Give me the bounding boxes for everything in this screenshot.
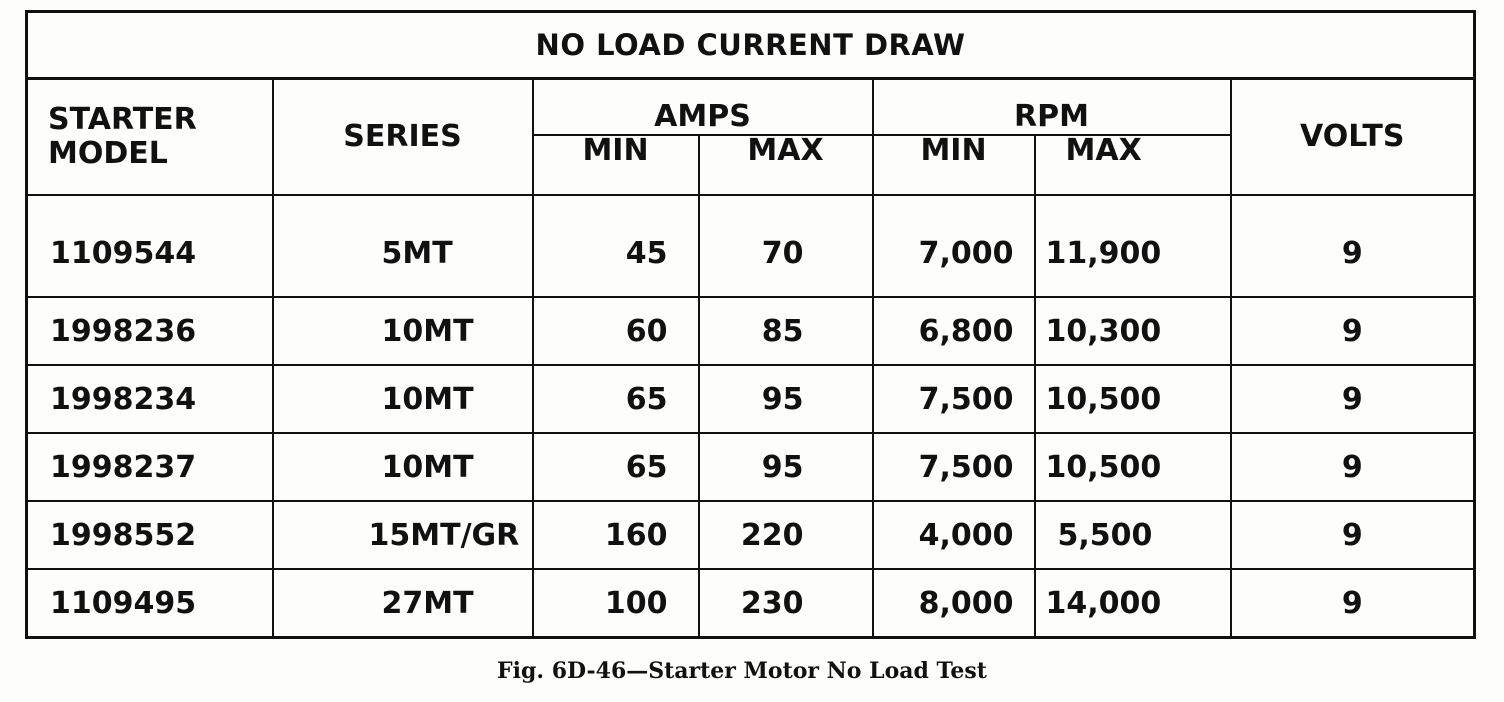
cell-series: 10MT: [273, 365, 533, 433]
cell-rpm-max: 10,300: [1035, 297, 1231, 365]
header-starter-model: [27, 79, 273, 196]
header-series: SERIES: [273, 79, 533, 196]
cell-model: 1109495: [27, 569, 273, 638]
header-amps-min: MIN: [533, 135, 699, 195]
cell-rpm-max: 10,500: [1035, 433, 1231, 501]
cell-series: 5MT: [273, 195, 533, 297]
cell-rpm-min: 6,800: [873, 297, 1035, 365]
cell-amps-max: 230: [699, 569, 873, 638]
header-rpm: RPM: [873, 79, 1231, 136]
cell-model: 1998552: [27, 501, 273, 569]
cell-rpm-max: 11,900: [1035, 195, 1231, 297]
cell-amps-max: 95: [699, 433, 873, 501]
cell-model: 1109544: [27, 195, 273, 297]
cell-rpm-min: 7,000: [873, 195, 1035, 297]
cell-amps-max: 85: [699, 297, 873, 365]
cell-rpm-min: 4,000: [873, 501, 1035, 569]
table-row: [27, 195, 1475, 297]
cell-series: 27MT: [273, 569, 533, 638]
header-volts: VOLTS: [1231, 79, 1475, 196]
header-model-line1: STARTER: [48, 102, 197, 137]
header-model-line2: MODEL: [48, 136, 168, 171]
cell-series: 10MT: [273, 433, 533, 501]
table-row: [27, 365, 1475, 433]
cell-rpm-min: 7,500: [873, 433, 1035, 501]
cell-model: 1998236: [27, 297, 273, 365]
figure-caption: Fig. 6D-46—Starter Motor No Load Test: [497, 658, 987, 684]
table-row: [27, 433, 1475, 501]
cell-model: 1998237: [27, 433, 273, 501]
cell-rpm-max: 14,000: [1035, 569, 1231, 638]
cell-amps-min: 160: [533, 501, 699, 569]
header-rpm-min: MIN: [873, 135, 1035, 195]
cell-volts: 9: [1231, 569, 1475, 638]
cell-volts: 9: [1231, 297, 1475, 365]
cell-amps-min: 45: [533, 195, 699, 297]
table-row: [27, 501, 1475, 569]
cell-amps-min: 100: [533, 569, 699, 638]
header-amps-max: MAX: [699, 135, 873, 195]
no-load-current-draw-table: [25, 10, 1476, 639]
cell-series: 15MT/GR: [273, 501, 533, 569]
table-row: [27, 297, 1475, 365]
table-title: NO LOAD CURRENT DRAW: [27, 12, 1475, 79]
cell-volts: 9: [1231, 501, 1475, 569]
header-rpm-max: MAX: [1035, 135, 1231, 195]
table-row: [27, 569, 1475, 638]
cell-series: 10MT: [273, 297, 533, 365]
cell-amps-min: 60: [533, 297, 699, 365]
cell-rpm-max: 5,500: [1035, 501, 1231, 569]
cell-volts: 9: [1231, 365, 1475, 433]
cell-volts: 9: [1231, 433, 1475, 501]
header-amps: AMPS: [533, 79, 873, 136]
cell-rpm-min: 8,000: [873, 569, 1035, 638]
cell-rpm-max: 10,500: [1035, 365, 1231, 433]
cell-amps-max: 70: [699, 195, 873, 297]
cell-amps-min: 65: [533, 365, 699, 433]
cell-rpm-min: 7,500: [873, 365, 1035, 433]
cell-amps-max: 95: [699, 365, 873, 433]
cell-model: 1998234: [27, 365, 273, 433]
cell-amps-max: 220: [699, 501, 873, 569]
cell-amps-min: 65: [533, 433, 699, 501]
cell-volts: 9: [1231, 195, 1475, 297]
